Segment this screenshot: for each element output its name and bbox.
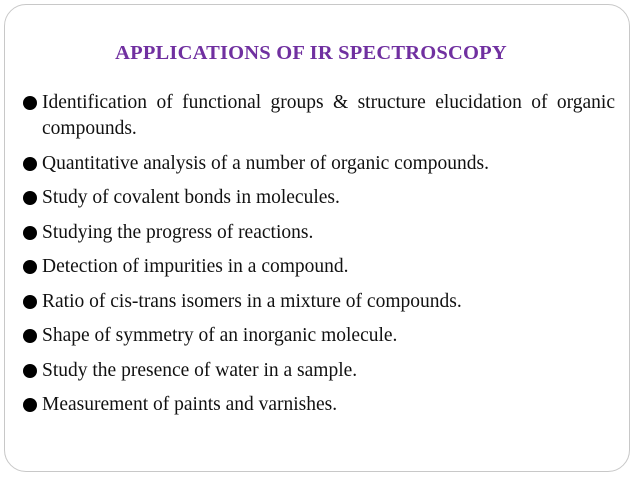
bullet-dot-icon	[23, 398, 37, 412]
bullet-dot-icon	[23, 96, 37, 110]
bullet-text: Shape of symmetry of an inorganic molecule.	[42, 325, 398, 346]
bullet-item	[23, 358, 615, 384]
bullet-text: Study of covalent bonds in molecules.	[42, 187, 340, 208]
bullet-dot-icon	[23, 295, 37, 309]
bullet-dot-icon	[23, 191, 37, 205]
bullet-item	[23, 185, 615, 211]
bullet-item	[23, 254, 615, 280]
bullet-item	[23, 151, 615, 177]
bullet-item	[23, 90, 615, 142]
slide-frame	[4, 4, 630, 472]
bullet-dot-icon	[23, 260, 37, 274]
bullet-text: Detection of impurities in a compound.	[42, 256, 349, 277]
bullet-item	[23, 289, 615, 315]
bullet-dot-icon	[23, 157, 37, 171]
bullet-dot-icon	[23, 226, 37, 240]
bullet-text: Study the presence of water in a sample.	[42, 359, 358, 381]
bullet-dot-icon	[23, 329, 37, 343]
bullet-text: Quantitative analysis of a number of organic compounds.	[42, 152, 489, 174]
bullet-text: Ratio of cis-trans isomers in a mixture of compounds.	[42, 290, 462, 312]
bullet-item	[23, 220, 615, 246]
bullet-list	[23, 90, 615, 427]
bullet-dot-icon	[23, 364, 37, 378]
bullet-item	[23, 392, 615, 418]
bullet-text: Studying the progress of reactions.	[42, 221, 314, 243]
bullet-item	[23, 323, 615, 349]
bullet-text: Measurement of paints and varnishes.	[42, 394, 338, 415]
slide-title: APPLICATIONS OF IR SPECTROSCOPY	[115, 42, 507, 64]
bullet-text: Identification of functional groups & structure elucidation of organic compounds.	[42, 92, 615, 139]
